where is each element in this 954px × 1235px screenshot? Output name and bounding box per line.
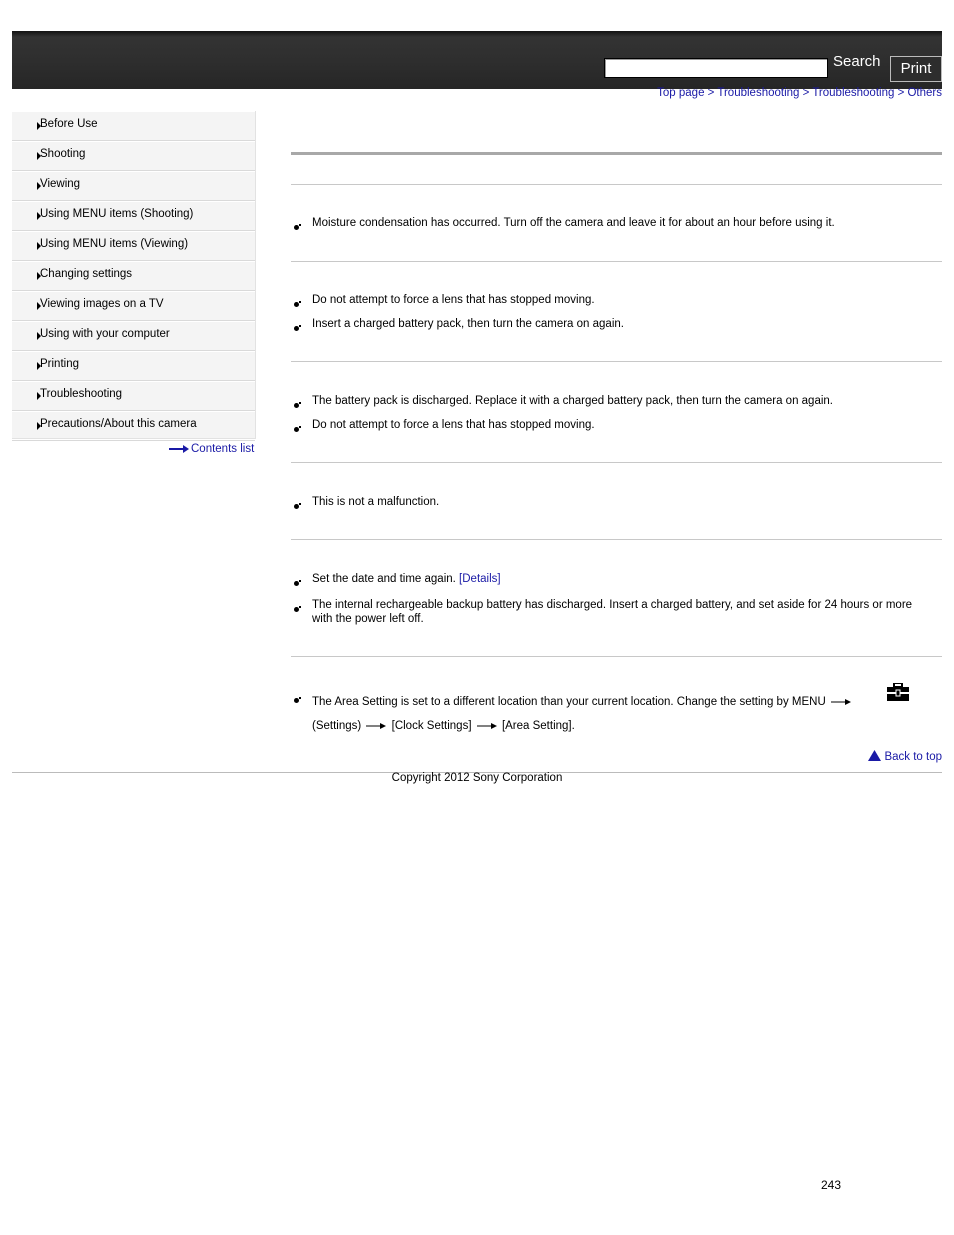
sidebar-nav: [12, 111, 256, 439]
sidebar-item-label: Using MENU items (Shooting): [40, 208, 194, 220]
bullet-icon: [294, 607, 299, 612]
sidebar-item-label: Changing settings: [40, 268, 133, 280]
area-setting-label: [Area Setting].: [501, 720, 575, 732]
bullet-icon: [294, 504, 299, 509]
sidebar-item-viewing[interactable]: [12, 171, 255, 201]
copyright-text: Copyright 2012 Sony Corporation: [391, 772, 563, 784]
arrow-right-icon: [366, 722, 386, 730]
section-divider: [291, 184, 942, 185]
sidebar-item-label: Precautions/About this camera: [40, 418, 197, 430]
triangle-up-icon: [868, 750, 881, 761]
item-text-part: The Area Setting is set to a different location than your current location. Change the setting by MENU: [312, 696, 826, 708]
copyright: [0, 772, 954, 784]
sidebar-item-label: Using with your computer: [40, 328, 170, 340]
breadcrumb-troubleshooting-sub[interactable]: Troubleshooting: [812, 87, 895, 99]
section-divider: [291, 539, 942, 540]
item-text: The internal rechargeable backup battery has discharged. Insert a charged battery, and set aside for 24 hours or more with the power left off.: [312, 599, 913, 625]
section-divider: [291, 361, 942, 362]
bullet-icon: [294, 581, 299, 586]
breadcrumb-separator: >: [799, 87, 813, 99]
breadcrumb-separator: >: [894, 87, 908, 99]
item-text: [312, 695, 952, 709]
settings-label: (Settings): [312, 720, 362, 732]
section-divider: [291, 656, 942, 657]
item-text: Do not attempt to force a lens that has stopped moving.: [312, 294, 595, 306]
sidebar-item-menu-shooting[interactable]: [12, 201, 255, 231]
arrow-right-icon: [477, 722, 497, 730]
item-text: Do not attempt to force a lens that has stopped moving.: [312, 419, 595, 431]
sidebar-item-troubleshooting[interactable]: [12, 381, 255, 411]
breadcrumb: [657, 87, 942, 99]
header-bar: [12, 31, 942, 89]
item-text: Moisture condensation has occurred. Turn off the camera and leave it for about an hour before using it.: [312, 217, 835, 229]
item-text: [312, 719, 932, 733]
item-text: The battery pack is discharged. Replace it with a charged battery pack, then turn the camera on again.: [312, 395, 833, 407]
section-divider: [291, 261, 942, 262]
contents-list-label: Contents list: [191, 443, 255, 455]
toolbox-settings-icon: [887, 683, 909, 701]
search-button[interactable]: Search: [833, 53, 881, 70]
item-text: This is not a malfunction.: [312, 496, 440, 508]
sidebar-item-label: Viewing images on a TV: [40, 298, 164, 310]
sidebar-item-printing[interactable]: [12, 351, 255, 381]
bullet-icon: [294, 427, 299, 432]
section-divider: [291, 462, 942, 463]
sidebar-item-before-use[interactable]: [12, 111, 255, 141]
item-text-part: Set the date and time again.: [312, 573, 460, 585]
sidebar-item-precautions[interactable]: [12, 411, 255, 441]
sidebar-item-menu-viewing[interactable]: [12, 231, 255, 261]
breadcrumb-separator: >: [704, 87, 718, 99]
sidebar-item-label: Using MENU items (Viewing): [40, 238, 189, 250]
back-to-top-link[interactable]: [868, 750, 942, 763]
sidebar-item-label: Viewing: [40, 178, 81, 190]
breadcrumb-top-page[interactable]: Top page: [657, 87, 705, 99]
sidebar-item-label: Shooting: [40, 148, 86, 160]
bullet-icon: [294, 225, 299, 230]
sidebar-item-shooting[interactable]: [12, 141, 255, 171]
bullet-icon: [294, 326, 299, 331]
bullet-icon: [294, 403, 299, 408]
bullet-icon: [294, 302, 299, 307]
breadcrumb-others[interactable]: Others: [907, 87, 942, 99]
arrow-right-icon: [169, 445, 189, 453]
clock-settings-label: [Clock Settings]: [391, 720, 472, 732]
sidebar-item-changing-settings[interactable]: [12, 261, 255, 291]
sidebar-item-viewing-tv[interactable]: [12, 291, 255, 321]
item-text: Insert a charged battery pack, then turn the camera on again.: [312, 318, 624, 330]
bullet-icon: [294, 698, 299, 703]
sidebar-item-computer[interactable]: [12, 321, 255, 351]
breadcrumb-troubleshooting[interactable]: Troubleshooting: [717, 87, 800, 99]
details-link[interactable]: [Details]: [459, 573, 501, 585]
contents-list-link[interactable]: [169, 443, 254, 455]
title-rule: [291, 152, 942, 155]
arrow-right-icon: [831, 698, 851, 706]
print-button[interactable]: Print: [890, 56, 942, 82]
back-to-top-label: Back to top: [884, 751, 942, 763]
page-number: 243: [821, 1178, 842, 1192]
sidebar-item-label: Troubleshooting: [40, 388, 123, 400]
item-text: [312, 572, 932, 586]
sidebar-item-label: Printing: [40, 358, 79, 370]
search-input[interactable]: [604, 58, 828, 78]
sidebar-item-label: Before Use: [40, 118, 98, 130]
